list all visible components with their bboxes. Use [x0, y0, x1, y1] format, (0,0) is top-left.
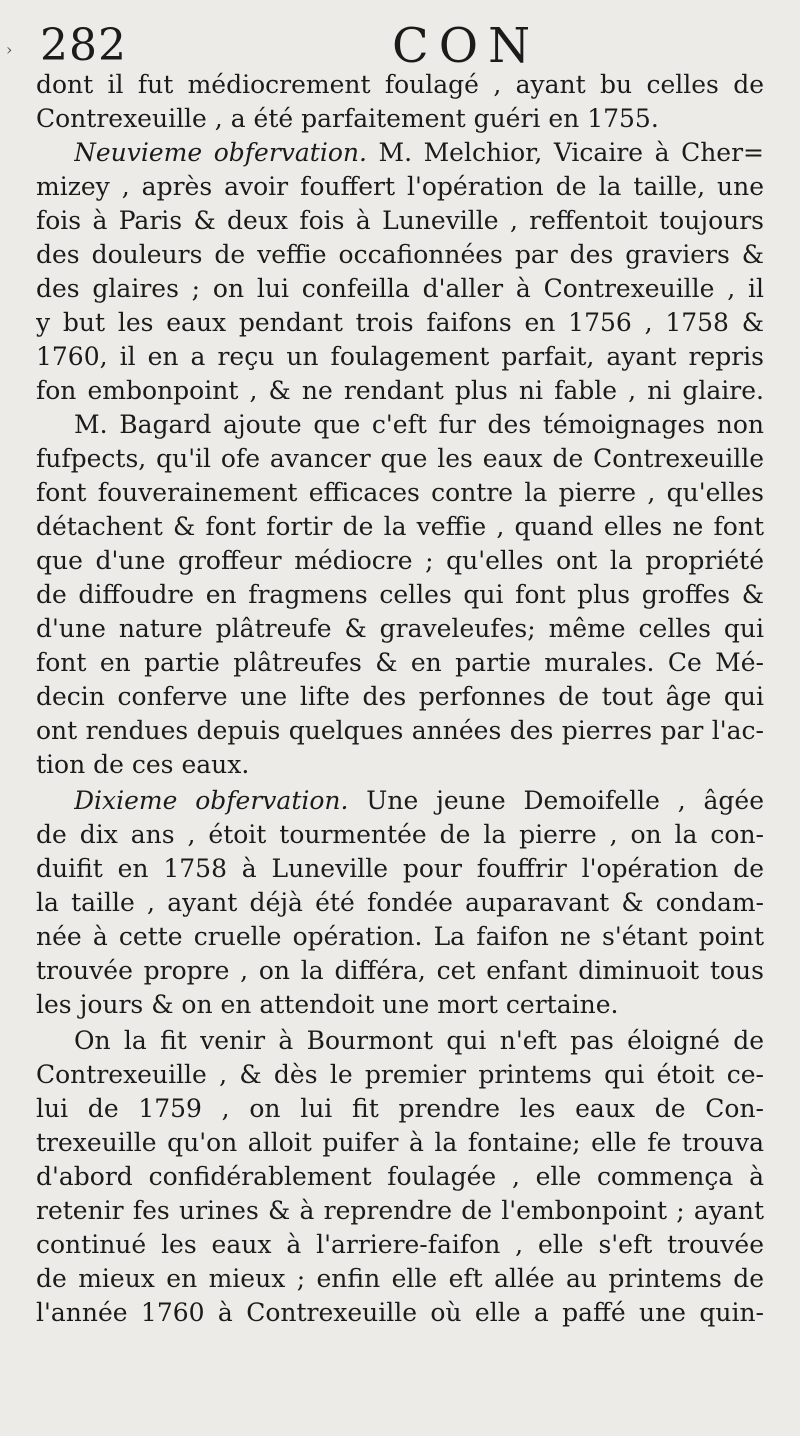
text-line: Contrexeuille , a été parfaitement guéri en 1755. — [36, 104, 659, 133]
text-line: de diffoudre en fragmens celles qui font plus groffes & — [36, 580, 764, 609]
section-heading: Dixieme obfervation. — [74, 786, 349, 815]
text-line: ont rendues depuis quelques années des pierres par l'ac- — [36, 716, 764, 745]
text-line: retenir fes urines & à reprendre de l'embonpoint ; ayant — [36, 1196, 764, 1225]
text-line: dont il fut médiocrement foulagé , ayant bu celles de — [36, 70, 764, 99]
text-line: les jours & on en attendoit une mort certaine. — [36, 990, 619, 1019]
text-line: font fouverainement efficaces contre la pierre , qu'elles — [36, 478, 764, 507]
text-line: lui de 1759 , on lui fit prendre les eaux de Con- — [36, 1094, 764, 1123]
text-line: decin conferve une lifte des perfonnes de tout âge qui — [36, 682, 764, 711]
line-text: M. Melchior, Vicaire à Cher= — [366, 138, 764, 167]
text-line: la taille , ayant déjà été fondée auparavant & condam- — [36, 888, 764, 917]
text-line — [74, 136, 764, 170]
text-line: fon embonpoint , & ne rendant plus ni fable , ni glaire. — [36, 376, 764, 405]
text-line: de dix ans , étoit tourmentée de la pierre , on la con- — [36, 820, 764, 849]
text-line: mizey , après avoir fouffert l'opération de la taille, une — [36, 172, 764, 201]
margin-mark: › — [6, 40, 13, 59]
section-heading: Neuvieme obfervation. — [74, 138, 367, 167]
text-line: fois à Paris & deux fois à Luneville , reffentoit toujours — [36, 206, 764, 235]
text-line: Contrexeuille , & dès le premier printems qui étoit ce- — [36, 1060, 764, 1089]
text-line: d'une nature plâtreufe & graveleufes; même celles qui — [36, 614, 764, 643]
text-line: duifit en 1758 à Luneville pour fouffrir l'opération de — [36, 854, 764, 883]
text-line: que d'une groffeur médiocre ; qu'elles ont la propriété — [36, 546, 764, 575]
text-line: continué les eaux à l'arriere-faifon , elle s'eft trouvée — [36, 1230, 764, 1259]
text-line: détachent & font fortir de la veffie , quand elles ne font — [36, 512, 764, 541]
line-text: Une jeune Demoifelle , âgée — [348, 786, 764, 815]
running-head: CON — [392, 18, 541, 74]
text-line: de mieux en mieux ; enfin elle eft allée au printems de — [36, 1264, 764, 1293]
text-line: 1760, il en a reçu un foulagement parfait, ayant repris — [36, 342, 764, 371]
text-line: font en partie plâtreufes & en partie murales. Ce Mé- — [36, 648, 764, 677]
text-line: y but les eaux pendant trois faifons en 1756 , 1758 & — [36, 308, 764, 337]
text-line: tion de ces eaux. — [36, 750, 250, 779]
text-line: des douleurs de veffie occafionnées par des graviers & — [36, 240, 764, 269]
text-line: trexeuille qu'on alloit puifer à la fontaine; elle fe trouva — [36, 1128, 764, 1157]
text-line: d'abord confidérablement foulagée , elle commença à — [36, 1162, 764, 1191]
text-line — [74, 784, 764, 818]
text-line: l'année 1760 à Contrexeuille où elle a paffé une quin- — [36, 1298, 764, 1327]
page-number: 282 — [40, 20, 127, 71]
text-line: fufpects, qu'il ofe avancer que les eaux de Contrexeuille — [36, 444, 764, 473]
text-line: trouvée propre , on la différa, cet enfant diminuoit tous — [36, 956, 764, 985]
text-line: née à cette cruelle opération. La faifon ne s'étant point — [36, 922, 764, 951]
text-line: des glaires ; on lui confeilla d'aller à Contrexeuille , il — [36, 274, 764, 303]
text-line: On la fit venir à Bourmont qui n'eft pas éloigné de — [74, 1026, 764, 1055]
text-line: M. Bagard ajoute que c'eft fur des témoignages non — [74, 410, 764, 439]
